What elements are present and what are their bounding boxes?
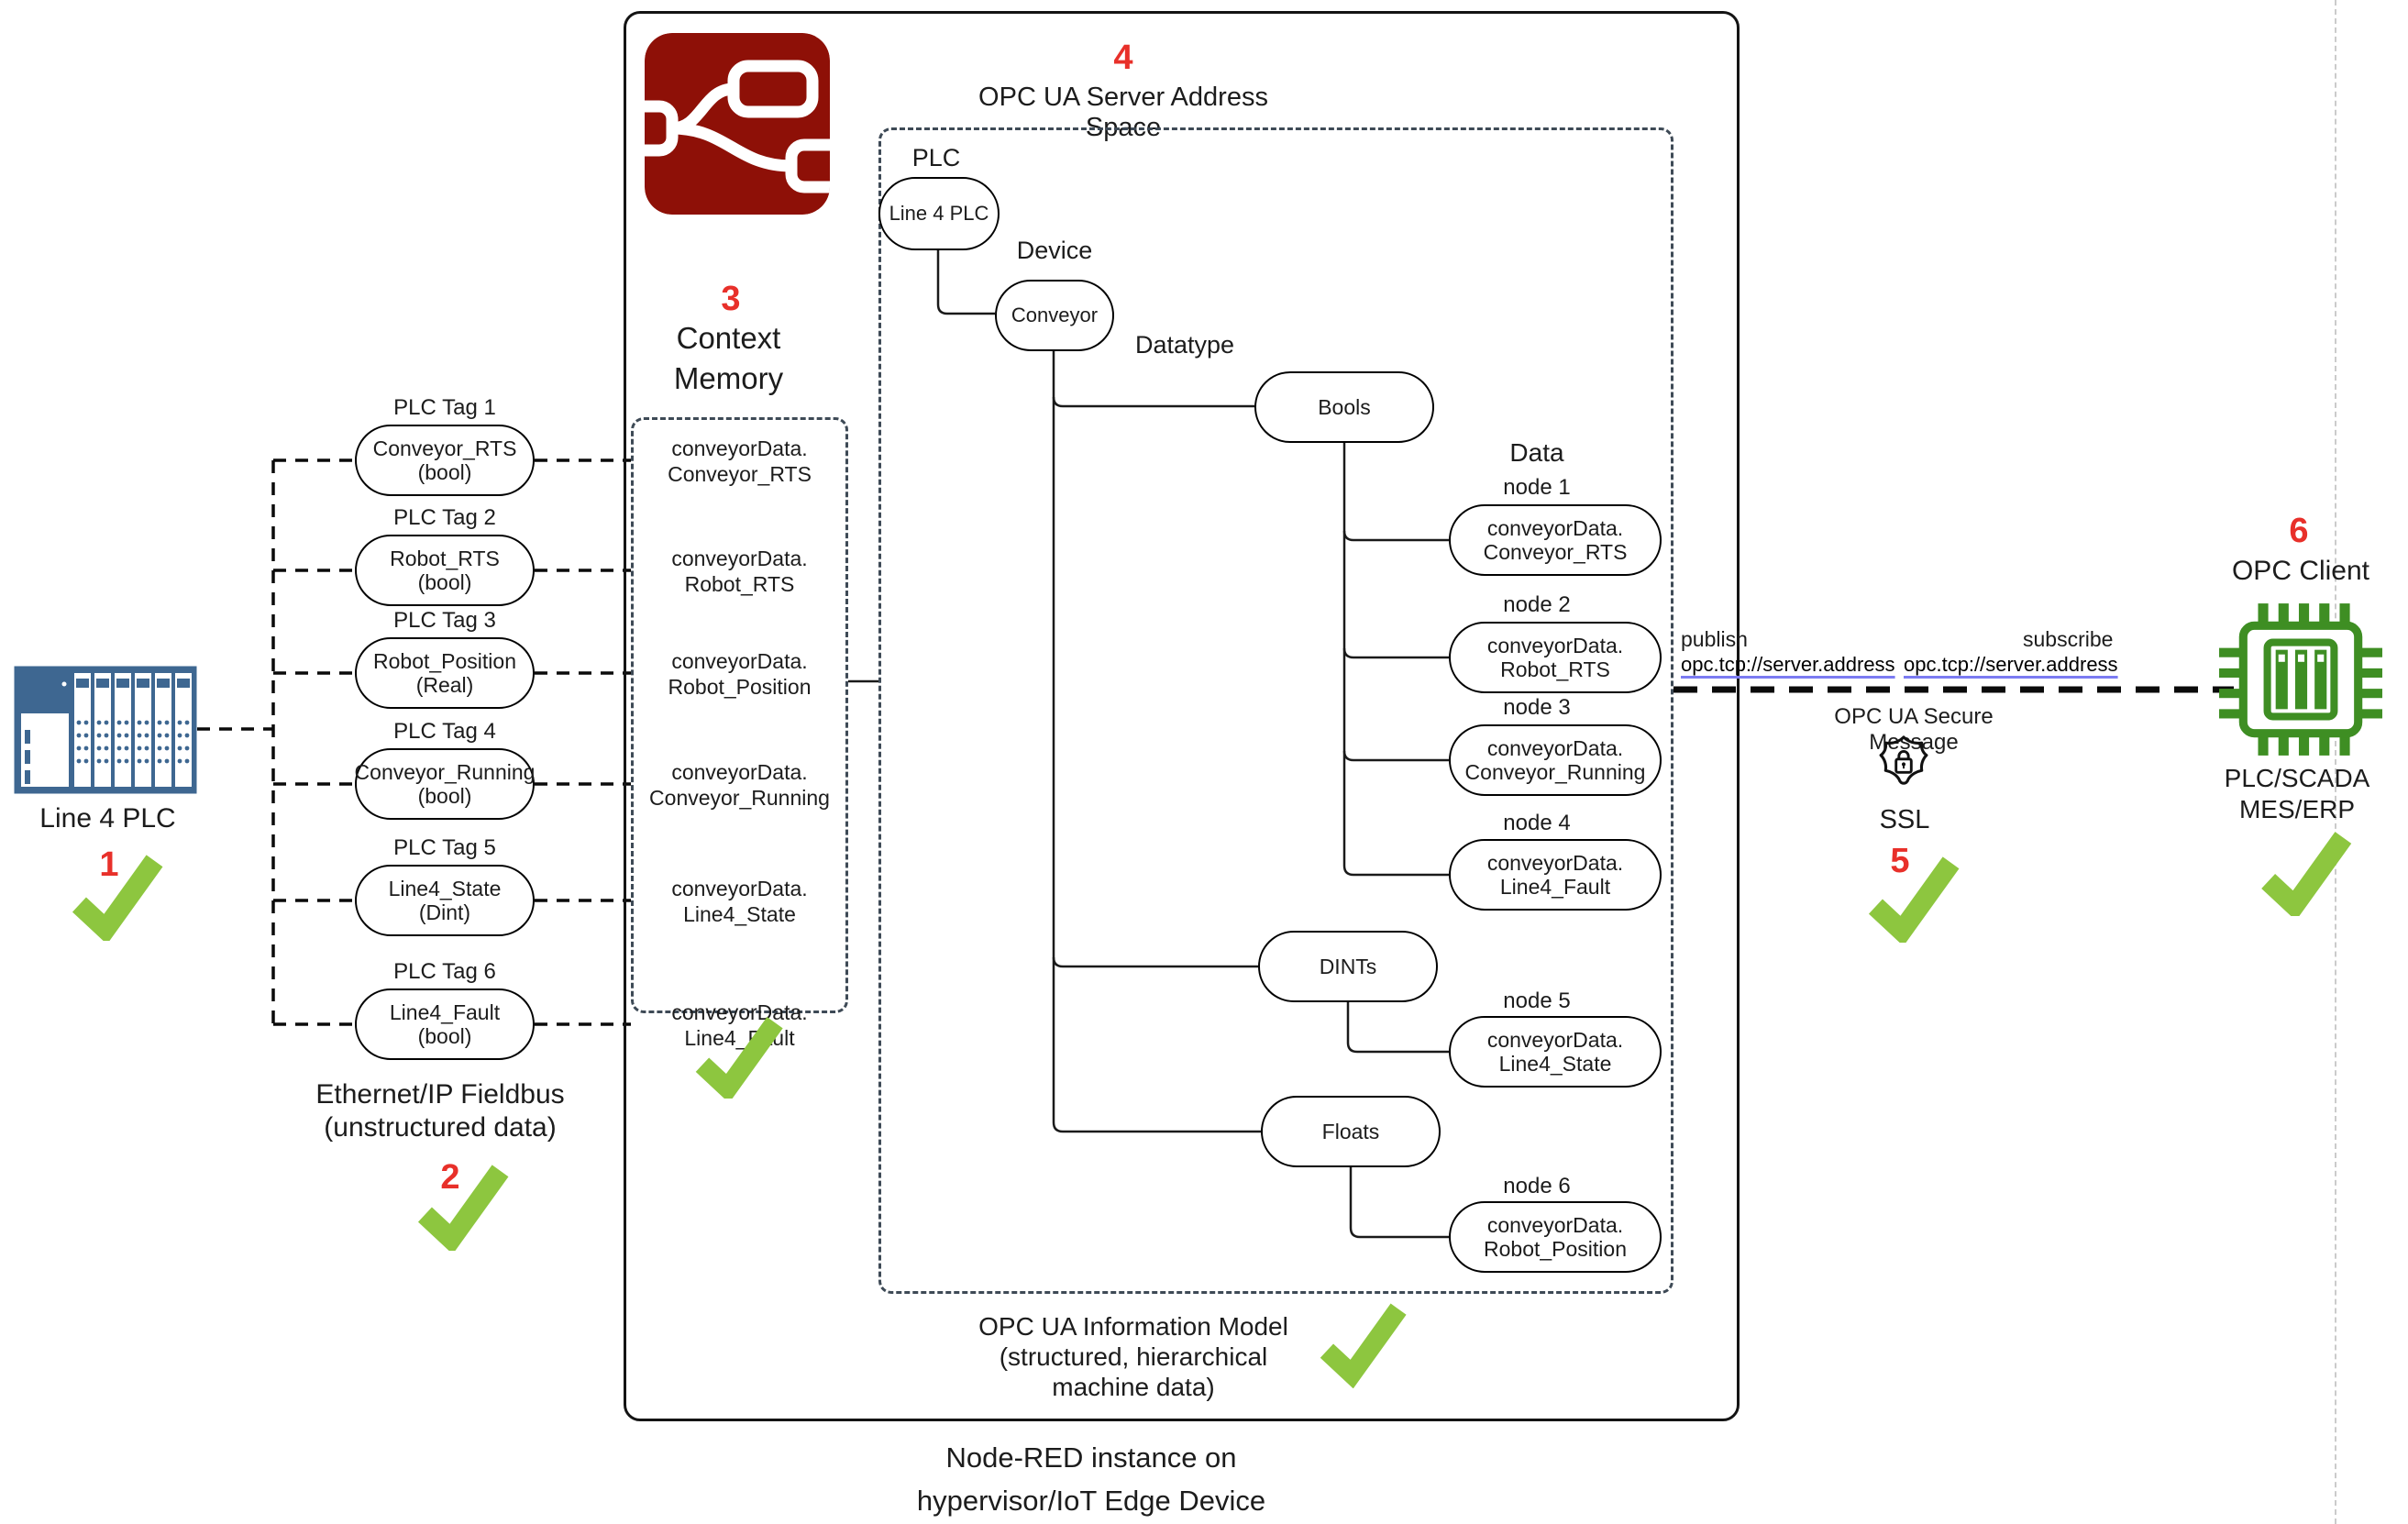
node-text-line2: Conveyor_RTS: [1483, 540, 1628, 564]
step-4-number: 4: [1113, 39, 1133, 77]
context-item-line1: conveyorData.: [671, 547, 808, 570]
tag-name: Conveyor_RTS: [372, 436, 517, 461]
plc-tag-2-oval: [355, 535, 535, 606]
node-text: Bools: [1318, 395, 1371, 419]
context-item-5: [635, 875, 845, 928]
plc-category-label: PLC: [911, 144, 961, 171]
context-item-line1: conveyorData.: [671, 436, 808, 460]
plc-rack-icon: [14, 666, 197, 794]
plc-tag-1-title: PLC Tag 1: [393, 395, 496, 420]
node-6-label: node 6: [1503, 1174, 1571, 1198]
opc-client-title: OPC Client: [2231, 556, 2370, 586]
plc-tag-6-oval: [355, 988, 535, 1060]
node-text-line1: conveyorData.: [1486, 1028, 1624, 1053]
client-systems-line1: PLC/SCADA: [2224, 764, 2370, 792]
step-3-number: 3: [721, 280, 741, 318]
node-text-line1: conveyorData.: [1486, 1213, 1624, 1238]
node-text: Conveyor: [1011, 303, 1099, 326]
context-item-line1: conveyorData.: [671, 877, 808, 900]
plc-tag-1-oval: [355, 425, 535, 496]
node-text-line2: Line4_State: [1498, 1052, 1612, 1076]
info-model-caption-line1: OPC UA Information Model: [978, 1312, 1288, 1341]
tag-name: Conveyor_Running: [354, 760, 536, 785]
node-6-oval: [1449, 1201, 1662, 1273]
tag-name: Line4_State: [388, 877, 502, 901]
node-text-line2: Robot_RTS: [1500, 657, 1610, 681]
node-text-line1: conveyorData.: [1486, 851, 1624, 876]
context-item-4: [635, 758, 845, 812]
step-1-number: 1: [99, 845, 119, 884]
plc-tag-3-title: PLC Tag 3: [393, 608, 496, 633]
node-text: Floats: [1321, 1120, 1380, 1143]
tag-type: (bool): [417, 784, 472, 808]
fieldbus-caption-line1: Ethernet/IP Fieldbus: [315, 1079, 565, 1110]
plc-tag-4-title: PLC Tag 4: [393, 719, 496, 744]
plc-tag-3-oval: [355, 637, 535, 709]
datatype-category-label: Datatype: [1134, 331, 1235, 359]
context-memory-title: [620, 318, 837, 399]
tag-name: Robot_Position: [373, 649, 516, 674]
node-text-line1: conveyorData.: [1486, 634, 1624, 658]
tag-type: (bool): [417, 570, 472, 594]
tag-type: (Dint): [418, 900, 471, 924]
tag-type: (bool): [417, 460, 472, 484]
step-5-number: 5: [1890, 842, 1910, 880]
step-6-number: 6: [2289, 512, 2309, 550]
conveyor-node: [995, 280, 1114, 351]
node-3-oval: [1449, 724, 1662, 796]
tag-name: Line4_Fault: [389, 1000, 501, 1025]
client-systems-line2: MES/ERP: [2238, 795, 2356, 823]
context-item-line1: conveyorData.: [671, 649, 808, 673]
node-text-line1: conveyorData.: [1486, 516, 1624, 541]
publish-url-link[interactable]: opc.tcp://server.address: [1681, 653, 1895, 676]
tag-name: Robot_RTS: [390, 547, 500, 571]
plc-tag-5-oval: [355, 865, 535, 936]
page-boundary-dashed-line: [2335, 0, 2336, 1524]
tag-type: (Real): [415, 673, 474, 697]
context-item-1: [635, 435, 845, 488]
node-4-label: node 4: [1503, 811, 1571, 835]
opc-client-chip-icon: [2217, 602, 2384, 757]
info-model-check-icon: [1317, 1297, 1408, 1388]
instance-caption-line2: hypervisor/IoT Edge Device: [916, 1485, 1266, 1517]
plc-label: Line 4 PLC: [39, 803, 176, 834]
node-1-label: node 1: [1503, 475, 1571, 500]
context-item-line2: Line4_Fault: [684, 1026, 795, 1050]
bools-node: [1254, 371, 1434, 443]
node-5-oval: [1449, 1016, 1662, 1088]
context-item-3: [635, 647, 845, 701]
fieldbus-caption: [266, 1078, 614, 1144]
context-item-line2: Robot_Position: [668, 675, 812, 699]
floats-node: [1261, 1096, 1441, 1167]
plc-check-icon: [69, 851, 165, 941]
ssl-check-icon: [1865, 853, 1961, 943]
fieldbus-caption-line2: (unstructured data): [324, 1112, 557, 1143]
plc-tag-6-title: PLC Tag 6: [393, 959, 496, 984]
dints-node: [1258, 931, 1438, 1002]
plc-tag-2-title: PLC Tag 2: [393, 505, 496, 530]
context-item-line2: Line4_State: [683, 902, 796, 926]
node-text: DINTs: [1319, 955, 1377, 978]
node-2-oval: [1449, 622, 1662, 693]
subscribe-url-link[interactable]: opc.tcp://server.address: [1904, 653, 2118, 676]
info-model-caption-line2: (structured, hierarchical machine data): [999, 1342, 1268, 1401]
node-text-line2: Conveyor_Running: [1464, 760, 1646, 784]
context-item-line2: Robot_RTS: [684, 572, 795, 596]
fieldbus-check-icon: [414, 1161, 511, 1251]
ssl-shield-lock-icon: [1878, 734, 1929, 796]
context-item-line1: conveyorData.: [671, 760, 808, 784]
context-item-line1: conveyorData.: [671, 1000, 808, 1024]
node-text-line2: Line4_Fault: [1499, 875, 1611, 899]
secure-message-label: OPC UA Secure Message: [1834, 704, 1994, 755]
node-text: Line 4 PLC: [889, 201, 989, 225]
client-check-icon: [2258, 829, 2354, 916]
address-space-title: OPC UA Server Address Space: [978, 83, 1268, 142]
line4-plc-node: [878, 177, 1000, 250]
plc-tag-5-title: PLC Tag 5: [393, 835, 496, 860]
context-item-line2: Conveyor_RTS: [668, 462, 812, 486]
ssl-label: SSL: [1879, 805, 1930, 834]
node-red-icon: [645, 33, 830, 215]
node-4-oval: [1449, 839, 1662, 911]
subscribe-label: subscribe: [2023, 627, 2114, 651]
node-1-oval: [1449, 504, 1662, 576]
publish-label: publish: [1681, 627, 1748, 651]
client-systems-caption: [2205, 763, 2389, 825]
device-category-label: Device: [1016, 237, 1093, 264]
instance-caption-line1: Node-RED instance on: [945, 1441, 1237, 1474]
context-item-line2: Conveyor_Running: [649, 786, 830, 810]
node-2-label: node 2: [1503, 592, 1571, 617]
node-5-label: node 5: [1503, 988, 1571, 1013]
node-text-line2: Robot_Position: [1484, 1237, 1627, 1261]
info-model-caption: [954, 1311, 1313, 1402]
context-memory-check-icon: [690, 1014, 787, 1099]
context-memory-title-line2: Memory: [673, 361, 784, 395]
node-3-label: node 3: [1503, 695, 1571, 720]
context-memory-title-line1: Context: [676, 321, 781, 355]
tag-type: (bool): [417, 1024, 472, 1048]
step-2-number: 2: [440, 1158, 460, 1197]
data-category-label: Data: [1509, 438, 1564, 467]
instance-caption: [871, 1436, 1311, 1522]
node-text-line1: conveyorData.: [1486, 736, 1624, 761]
context-item-2: [635, 545, 845, 598]
plc-tag-4-oval: [355, 748, 535, 820]
